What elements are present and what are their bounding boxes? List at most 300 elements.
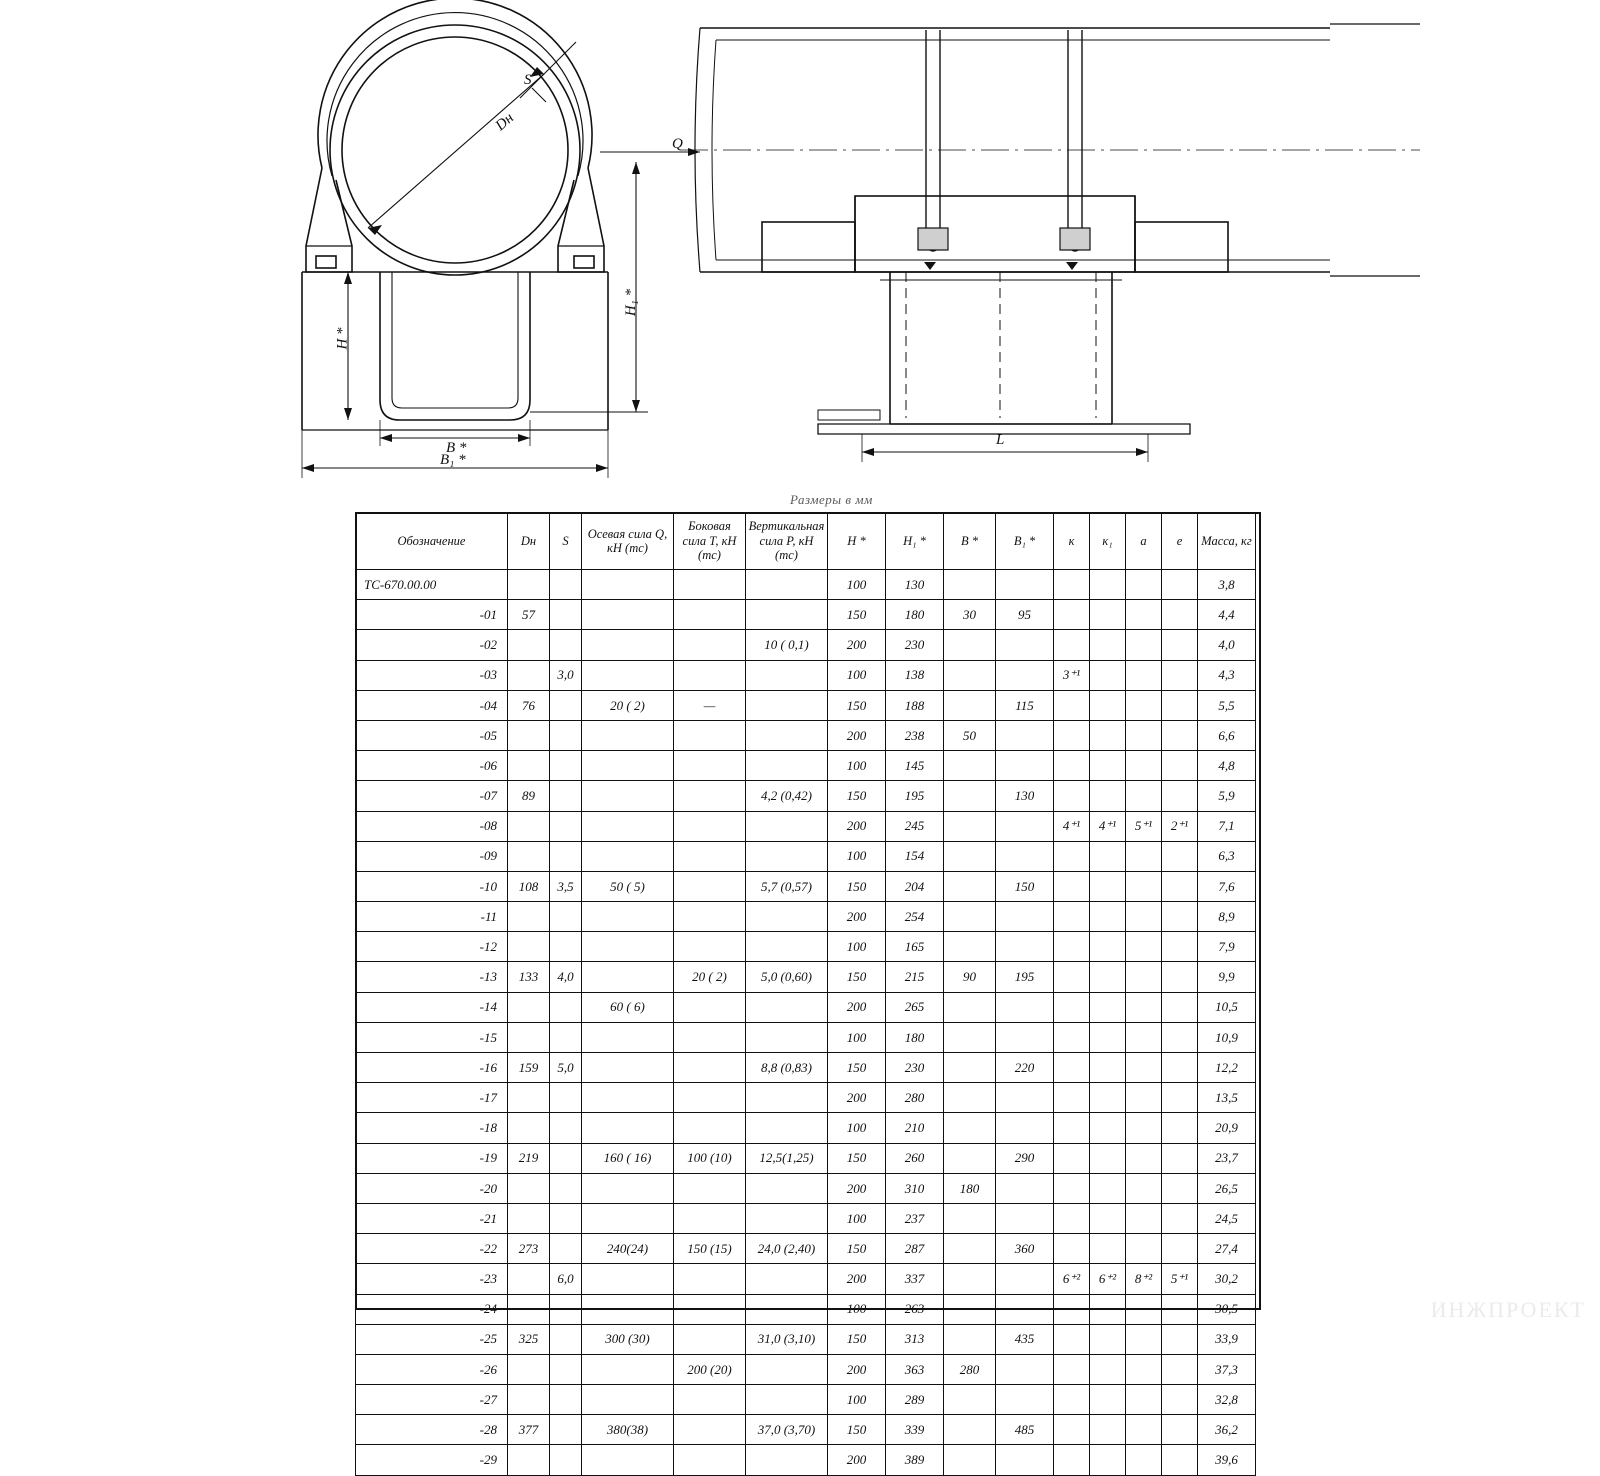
- table-row: [356, 1022, 1256, 1052]
- cell-b: [944, 992, 996, 1022]
- cell-t: 100 (10): [674, 1143, 746, 1173]
- cell-e: [1162, 1053, 1198, 1083]
- cell-k: [1054, 1083, 1090, 1113]
- cell-q: 50 ( 5): [582, 871, 674, 901]
- cell-h: 200: [828, 1354, 886, 1384]
- cell-b1: [996, 570, 1054, 600]
- cell-designation: -15: [356, 1022, 508, 1052]
- cell-k: [1054, 1173, 1090, 1203]
- cell-p: 31,0 (3,10): [746, 1324, 828, 1354]
- cell-k: [1054, 690, 1090, 720]
- cell-k: [1054, 1294, 1090, 1324]
- cell-b: [944, 841, 996, 871]
- cell-k1: [1090, 781, 1126, 811]
- cell-h1: 287: [886, 1234, 944, 1264]
- cell-h1: 245: [886, 811, 944, 841]
- clamp-band-side: [855, 196, 1135, 272]
- cell-s: [550, 1143, 582, 1173]
- cell-a: [1126, 781, 1162, 811]
- cell-dn: 57: [508, 600, 550, 630]
- dn-dimension-line: [368, 74, 544, 228]
- cell-m: 26,5: [1198, 1173, 1256, 1203]
- cell-m: 20,9: [1198, 1113, 1256, 1143]
- cell-b: [944, 1264, 996, 1294]
- cell-s: 5,0: [550, 1053, 582, 1083]
- cell-h: 100: [828, 570, 886, 600]
- cell-k: [1054, 962, 1090, 992]
- cell-designation: ТС-670.00.00: [356, 570, 508, 600]
- cell-dn: [508, 1354, 550, 1384]
- cell-dn: 133: [508, 962, 550, 992]
- th-dn: Dн: [508, 513, 550, 570]
- cell-t: [674, 871, 746, 901]
- table-row: [356, 1053, 1256, 1083]
- cell-p: [746, 1294, 828, 1324]
- label-b: B *: [446, 440, 467, 456]
- cell-h1: 215: [886, 962, 944, 992]
- cell-q: 160 ( 16): [582, 1143, 674, 1173]
- cell-q: [582, 1113, 674, 1143]
- cell-b1: 220: [996, 1053, 1054, 1083]
- cell-designation: -13: [356, 962, 508, 992]
- cell-p: 37,0 (3,70): [746, 1415, 828, 1445]
- cell-t: [674, 660, 746, 690]
- cell-p: 24,0 (2,40): [746, 1234, 828, 1264]
- cell-k: [1054, 1445, 1090, 1475]
- cell-k1: [1090, 1234, 1126, 1264]
- table-row: [356, 1113, 1256, 1143]
- cell-m: 7,9: [1198, 932, 1256, 962]
- cell-s: [550, 1385, 582, 1415]
- cell-q: [582, 902, 674, 932]
- cell-h1: 165: [886, 932, 944, 962]
- cell-m: 5,5: [1198, 690, 1256, 720]
- clamp-flange-left: [762, 222, 855, 272]
- clamp-flange-right: [1135, 222, 1228, 272]
- cell-h: 150: [828, 962, 886, 992]
- cell-e: [1162, 992, 1198, 1022]
- cell-h: 100: [828, 660, 886, 690]
- cell-s: [550, 1294, 582, 1324]
- cell-designation: -01: [356, 600, 508, 630]
- cell-designation: -21: [356, 1203, 508, 1233]
- cell-k1: 6⁺²: [1090, 1264, 1126, 1294]
- cell-dn: [508, 1083, 550, 1113]
- cell-k: [1054, 841, 1090, 871]
- cell-h: 100: [828, 932, 886, 962]
- cell-t: [674, 570, 746, 600]
- cell-p: [746, 1203, 828, 1233]
- cell-b: [944, 1385, 996, 1415]
- cell-a: [1126, 720, 1162, 750]
- cell-designation: -16: [356, 1053, 508, 1083]
- cell-s: 6,0: [550, 1264, 582, 1294]
- cell-b1: 360: [996, 1234, 1054, 1264]
- cell-t: [674, 781, 746, 811]
- cell-dn: [508, 720, 550, 750]
- cell-designation: -07: [356, 781, 508, 811]
- cell-e: [1162, 1173, 1198, 1203]
- table-row: [356, 871, 1256, 901]
- table-row: [356, 1083, 1256, 1113]
- cell-e: [1162, 781, 1198, 811]
- cell-k1: [1090, 1113, 1126, 1143]
- cell-designation: -28: [356, 1415, 508, 1445]
- cell-e: [1162, 1234, 1198, 1264]
- cell-t: [674, 1053, 746, 1083]
- spec-table: [355, 512, 1256, 1476]
- cell-e: [1162, 1354, 1198, 1384]
- cell-e: [1162, 1385, 1198, 1415]
- cell-dn: 76: [508, 690, 550, 720]
- cell-h1: 260: [886, 1143, 944, 1173]
- cell-b1: [996, 811, 1054, 841]
- cell-b: [944, 1415, 996, 1445]
- cell-b: [944, 1203, 996, 1233]
- cell-k: [1054, 1385, 1090, 1415]
- cell-h1: 230: [886, 630, 944, 660]
- cell-t: 150 (15): [674, 1234, 746, 1264]
- cell-q: [582, 751, 674, 781]
- cell-k: [1054, 1113, 1090, 1143]
- cell-k: [1054, 720, 1090, 750]
- cell-a: [1126, 1022, 1162, 1052]
- cell-dn: [508, 902, 550, 932]
- cell-b1: 150: [996, 871, 1054, 901]
- cell-t: [674, 992, 746, 1022]
- cell-k1: [1090, 932, 1126, 962]
- table-row: [356, 902, 1256, 932]
- cell-b1: [996, 1294, 1054, 1324]
- cell-h1: 389: [886, 1445, 944, 1475]
- cell-a: [1126, 1294, 1162, 1324]
- cell-e: [1162, 630, 1198, 660]
- cell-h: 150: [828, 871, 886, 901]
- cell-h: 200: [828, 1173, 886, 1203]
- cell-q: [582, 811, 674, 841]
- cell-s: [550, 751, 582, 781]
- cell-dn: [508, 1022, 550, 1052]
- cell-e: [1162, 690, 1198, 720]
- cell-e: [1162, 570, 1198, 600]
- cell-h1: 280: [886, 1083, 944, 1113]
- cell-m: 33,9: [1198, 1324, 1256, 1354]
- cell-k: [1054, 570, 1090, 600]
- cell-q: [582, 962, 674, 992]
- cell-a: [1126, 570, 1162, 600]
- cell-k: 4⁺¹: [1054, 811, 1090, 841]
- cell-designation: -08: [356, 811, 508, 841]
- cell-b: 280: [944, 1354, 996, 1384]
- cell-dn: 89: [508, 781, 550, 811]
- cell-h1: 263: [886, 1294, 944, 1324]
- table-row: [356, 720, 1256, 750]
- cell-e: [1162, 1294, 1198, 1324]
- table-row: [356, 1264, 1256, 1294]
- cell-m: 27,4: [1198, 1234, 1256, 1264]
- cell-q: [582, 660, 674, 690]
- bolt-rod-left: [926, 30, 940, 246]
- cell-b: [944, 1234, 996, 1264]
- cell-p: [746, 1083, 828, 1113]
- cell-k1: [1090, 1415, 1126, 1445]
- cell-s: [550, 1445, 582, 1475]
- cell-b: [944, 1113, 996, 1143]
- table-row: [356, 1385, 1256, 1415]
- cell-q: [582, 630, 674, 660]
- cell-k: 3⁺¹: [1054, 660, 1090, 690]
- cell-a: [1126, 1385, 1162, 1415]
- cell-designation: -06: [356, 751, 508, 781]
- cell-b1: [996, 992, 1054, 1022]
- u-channel: [380, 272, 530, 420]
- cell-m: 23,7: [1198, 1143, 1256, 1173]
- cell-h1: 188: [886, 690, 944, 720]
- cell-h: 100: [828, 1022, 886, 1052]
- cell-m: 32,8: [1198, 1385, 1256, 1415]
- cell-q: [582, 1083, 674, 1113]
- th-e: е: [1162, 513, 1198, 570]
- cell-b: 30: [944, 600, 996, 630]
- cell-m: 4,4: [1198, 600, 1256, 630]
- cell-s: [550, 1354, 582, 1384]
- cell-k: [1054, 630, 1090, 660]
- cell-m: 36,2: [1198, 1415, 1256, 1445]
- cell-k1: [1090, 871, 1126, 901]
- cell-dn: [508, 1385, 550, 1415]
- table-row: [356, 962, 1256, 992]
- cell-t: 200 (20): [674, 1354, 746, 1384]
- th-mass: Масса, кг: [1198, 513, 1256, 570]
- cell-dn: [508, 992, 550, 1022]
- cell-b1: [996, 1385, 1054, 1415]
- cell-k1: 4⁺¹: [1090, 811, 1126, 841]
- cell-a: [1126, 1113, 1162, 1143]
- cell-k: [1054, 932, 1090, 962]
- cell-h1: 180: [886, 1022, 944, 1052]
- cell-e: [1162, 902, 1198, 932]
- cell-b: 90: [944, 962, 996, 992]
- label-q: Q: [672, 136, 683, 152]
- cell-m: 24,5: [1198, 1203, 1256, 1233]
- cell-designation: -24: [356, 1294, 508, 1324]
- cell-e: [1162, 720, 1198, 750]
- cell-b: [944, 751, 996, 781]
- cell-q: [582, 1385, 674, 1415]
- cell-m: 13,5: [1198, 1083, 1256, 1113]
- pipe-outer-circle: [330, 25, 580, 275]
- cell-designation: -09: [356, 841, 508, 871]
- cell-s: [550, 781, 582, 811]
- cell-m: 6,6: [1198, 720, 1256, 750]
- cell-b1: [996, 1354, 1054, 1384]
- cell-t: [674, 1173, 746, 1203]
- table-row: [356, 811, 1256, 841]
- cell-b1: 195: [996, 962, 1054, 992]
- cell-k: [1054, 1234, 1090, 1264]
- cell-m: 30,5: [1198, 1294, 1256, 1324]
- cell-a: [1126, 1234, 1162, 1264]
- cell-q: [582, 1053, 674, 1083]
- bolt-rod-right: [1068, 30, 1082, 246]
- cell-p: 10 ( 0,1): [746, 630, 828, 660]
- cell-h: 150: [828, 781, 886, 811]
- cell-s: [550, 932, 582, 962]
- cell-h1: 265: [886, 992, 944, 1022]
- cell-q: [582, 720, 674, 750]
- cell-h: 200: [828, 1083, 886, 1113]
- cell-a: [1126, 690, 1162, 720]
- cell-p: [746, 1385, 828, 1415]
- cell-designation: -10: [356, 871, 508, 901]
- cell-a: [1126, 1354, 1162, 1384]
- u-channel-inner: [392, 272, 518, 408]
- th-vertical-force: Вертикальная сила P, кН (тс): [746, 513, 828, 570]
- table-row: [356, 660, 1256, 690]
- cell-q: 300 (30): [582, 1324, 674, 1354]
- cell-designation: -18: [356, 1113, 508, 1143]
- cell-t: [674, 1022, 746, 1052]
- table-row: [356, 781, 1256, 811]
- cell-t: [674, 1113, 746, 1143]
- table-row: [356, 992, 1256, 1022]
- cell-k1: [1090, 1324, 1126, 1354]
- cell-t: [674, 1324, 746, 1354]
- cell-h1: 237: [886, 1203, 944, 1233]
- cell-e: [1162, 1113, 1198, 1143]
- label-dn: Dн: [492, 110, 517, 135]
- cell-h: 150: [828, 1143, 886, 1173]
- cell-k1: [1090, 1053, 1126, 1083]
- cell-b1: [996, 1113, 1054, 1143]
- cell-h1: 230: [886, 1053, 944, 1083]
- cell-h: 200: [828, 992, 886, 1022]
- cell-b: [944, 902, 996, 932]
- cell-h1: 180: [886, 600, 944, 630]
- cell-e: [1162, 871, 1198, 901]
- cell-dn: 159: [508, 1053, 550, 1083]
- cell-h: 150: [828, 1324, 886, 1354]
- cell-k: [1054, 1415, 1090, 1445]
- cell-e: [1162, 932, 1198, 962]
- cell-s: [550, 1083, 582, 1113]
- cell-h1: 145: [886, 751, 944, 781]
- cell-q: [582, 932, 674, 962]
- cell-s: [550, 1324, 582, 1354]
- cell-m: 3,8: [1198, 570, 1256, 600]
- cell-m: 4,0: [1198, 630, 1256, 660]
- cell-b: [944, 932, 996, 962]
- cell-s: [550, 992, 582, 1022]
- cell-a: [1126, 1083, 1162, 1113]
- cell-k1: [1090, 751, 1126, 781]
- cell-a: [1126, 630, 1162, 660]
- th-k: к: [1054, 513, 1090, 570]
- cell-b: [944, 781, 996, 811]
- cell-h: 200: [828, 630, 886, 660]
- cell-b1: [996, 902, 1054, 932]
- cell-designation: -02: [356, 630, 508, 660]
- cell-designation: -29: [356, 1445, 508, 1475]
- cell-b1: [996, 1203, 1054, 1233]
- cell-dn: [508, 1173, 550, 1203]
- cell-m: 37,3: [1198, 1354, 1256, 1384]
- th-axial-force: Осевая сила Q, кН (тс): [582, 513, 674, 570]
- cell-b1: 290: [996, 1143, 1054, 1173]
- cell-dn: 273: [508, 1234, 550, 1264]
- table-row: [356, 630, 1256, 660]
- cell-e: [1162, 1143, 1198, 1173]
- cell-a: [1126, 1324, 1162, 1354]
- cell-a: 8⁺²: [1126, 1264, 1162, 1294]
- cell-h1: 238: [886, 720, 944, 750]
- cell-k1: [1090, 962, 1126, 992]
- cell-dn: [508, 751, 550, 781]
- cell-b: [944, 1324, 996, 1354]
- cell-k1: [1090, 1354, 1126, 1384]
- cell-k: [1054, 992, 1090, 1022]
- cell-p: 4,2 (0,42): [746, 781, 828, 811]
- cell-m: 4,8: [1198, 751, 1256, 781]
- cell-s: [550, 841, 582, 871]
- cell-t: [674, 811, 746, 841]
- cell-designation: -27: [356, 1385, 508, 1415]
- cell-t: [674, 600, 746, 630]
- cell-m: 10,9: [1198, 1022, 1256, 1052]
- th-b: B *: [944, 513, 996, 570]
- table-row: [356, 1173, 1256, 1203]
- cell-h: 150: [828, 1053, 886, 1083]
- cell-p: [746, 600, 828, 630]
- cell-p: [746, 1113, 828, 1143]
- cell-b1: 115: [996, 690, 1054, 720]
- cell-k: [1054, 1324, 1090, 1354]
- cell-dn: 377: [508, 1415, 550, 1445]
- cell-designation: -04: [356, 690, 508, 720]
- cell-a: [1126, 1445, 1162, 1475]
- cell-p: [746, 751, 828, 781]
- table-row: [356, 1354, 1256, 1384]
- cell-h: 150: [828, 690, 886, 720]
- cell-h: 150: [828, 1234, 886, 1264]
- cell-designation: -17: [356, 1083, 508, 1113]
- cell-m: 30,2: [1198, 1264, 1256, 1294]
- cell-dn: 325: [508, 1324, 550, 1354]
- table-row: [356, 600, 1256, 630]
- cell-s: [550, 720, 582, 750]
- cell-t: —: [674, 690, 746, 720]
- table-title: Размеры в мм: [790, 492, 873, 507]
- cell-h: 100: [828, 1385, 886, 1415]
- cell-p: 5,0 (0,60): [746, 962, 828, 992]
- cell-k1: [1090, 1294, 1126, 1324]
- cell-b: [944, 811, 996, 841]
- cell-k: [1054, 902, 1090, 932]
- cell-designation: -20: [356, 1173, 508, 1203]
- cell-e: [1162, 660, 1198, 690]
- cell-h: 200: [828, 811, 886, 841]
- cell-k1: [1090, 1385, 1126, 1415]
- cell-b1: [996, 1083, 1054, 1113]
- cell-p: [746, 1445, 828, 1475]
- technical-drawing: [0, 0, 1600, 500]
- cell-p: [746, 720, 828, 750]
- cell-k: [1054, 751, 1090, 781]
- table-row: [356, 751, 1256, 781]
- cell-s: 3,5: [550, 871, 582, 901]
- cell-p: [746, 902, 828, 932]
- cell-h: 200: [828, 1264, 886, 1294]
